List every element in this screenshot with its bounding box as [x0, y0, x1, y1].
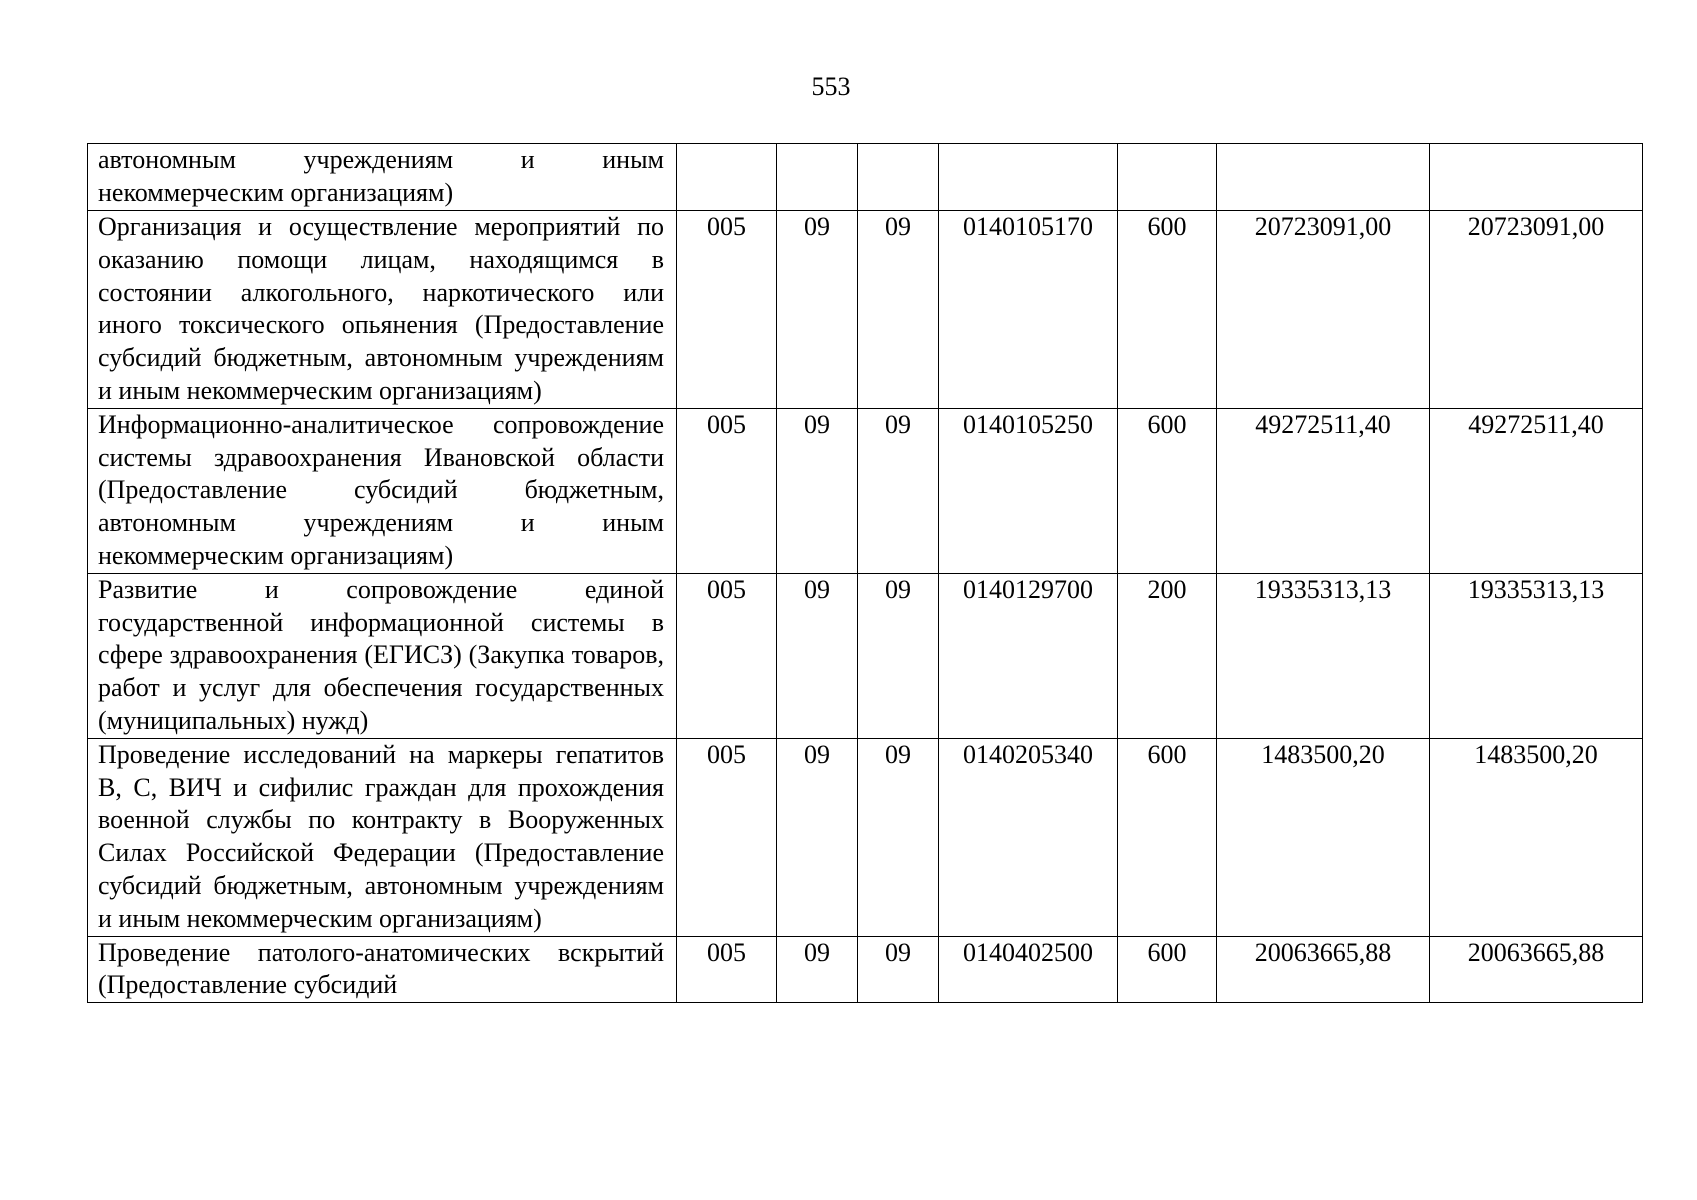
ministry-code: 005: [677, 408, 777, 573]
amount-first: 20723091,00: [1217, 211, 1430, 409]
table-row: [88, 211, 1643, 409]
row-description: Развитие и сопровождение единой государственной информационной системы в сфере здравоохранения (ЕГИСЗ) (Закупка товаров, работ и услуг для обеспечения государственных (муниципальных) нужд): [88, 573, 677, 738]
amount-second: [1430, 144, 1643, 211]
target-article-code: 0140129700: [939, 573, 1118, 738]
section-code: 09: [777, 211, 858, 409]
amount-second: 19335313,13: [1430, 573, 1643, 738]
amount-first: 1483500,20: [1217, 738, 1430, 936]
amount-second: 49272511,40: [1430, 408, 1643, 573]
table-row: [88, 408, 1643, 573]
amount-second: 20063665,88: [1430, 936, 1643, 1003]
subsection-code: 09: [858, 408, 939, 573]
expense-type-code: 200: [1118, 573, 1217, 738]
expense-type-code: 600: [1118, 738, 1217, 936]
target-article-code: 0140105170: [939, 211, 1118, 409]
row-description: Проведение патолого-анатомических вскрытий (Предоставление субсидий: [88, 936, 677, 1003]
amount-first: 49272511,40: [1217, 408, 1430, 573]
amount-first: [1217, 144, 1430, 211]
amount-second: 1483500,20: [1430, 738, 1643, 936]
section-code: 09: [777, 936, 858, 1003]
row-description: Информационно-аналитическое сопровождение системы здравоохранения Ивановской области (Предоставление субсидий бюджетным, автономным учреждениям и иным некоммерческим организациям): [88, 408, 677, 573]
amount-first: 20063665,88: [1217, 936, 1430, 1003]
section-code: 09: [777, 573, 858, 738]
expense-type-code: [1118, 144, 1217, 211]
target-article-code: 0140205340: [939, 738, 1118, 936]
section-code: 09: [777, 738, 858, 936]
section-code: [777, 144, 858, 211]
budget-table: [87, 143, 1643, 1003]
subsection-code: 09: [858, 738, 939, 936]
row-description: Проведение исследований на маркеры гепатитов B, C, ВИЧ и сифилис граждан для прохождения военной службы по контракту в Вооруженных Силах Российской Федерации (Предоставление субсидий бюджетным, автономным учреждениям и иным некоммерческим организациям): [88, 738, 677, 936]
expense-type-code: 600: [1118, 936, 1217, 1003]
ministry-code: 005: [677, 211, 777, 409]
table-row: [88, 144, 1643, 211]
amount-second: 20723091,00: [1430, 211, 1643, 409]
target-article-code: 0140402500: [939, 936, 1118, 1003]
table-row: [88, 738, 1643, 936]
subsection-code: 09: [858, 573, 939, 738]
subsection-code: 09: [858, 211, 939, 409]
ministry-code: [677, 144, 777, 211]
ministry-code: 005: [677, 936, 777, 1003]
table-row: [88, 936, 1643, 1003]
target-article-code: [939, 144, 1118, 211]
target-article-code: 0140105250: [939, 408, 1118, 573]
table-row: [88, 573, 1643, 738]
section-code: 09: [777, 408, 858, 573]
row-description: Организация и осуществление мероприятий по оказанию помощи лицам, находящимся в состоянии алкогольного, наркотического или иного токсического опьянения (Предоставление субсидий бюджетным, автономным учреждениям и иным некоммерческим организациям): [88, 211, 677, 409]
subsection-code: [858, 144, 939, 211]
ministry-code: 005: [677, 573, 777, 738]
amount-first: 19335313,13: [1217, 573, 1430, 738]
page-number: 553: [811, 72, 851, 101]
subsection-code: 09: [858, 936, 939, 1003]
row-description: автономным учреждениям и иным некоммерческим организациям): [88, 144, 677, 211]
expense-type-code: 600: [1118, 408, 1217, 573]
ministry-code: 005: [677, 738, 777, 936]
expense-type-code: 600: [1118, 211, 1217, 409]
